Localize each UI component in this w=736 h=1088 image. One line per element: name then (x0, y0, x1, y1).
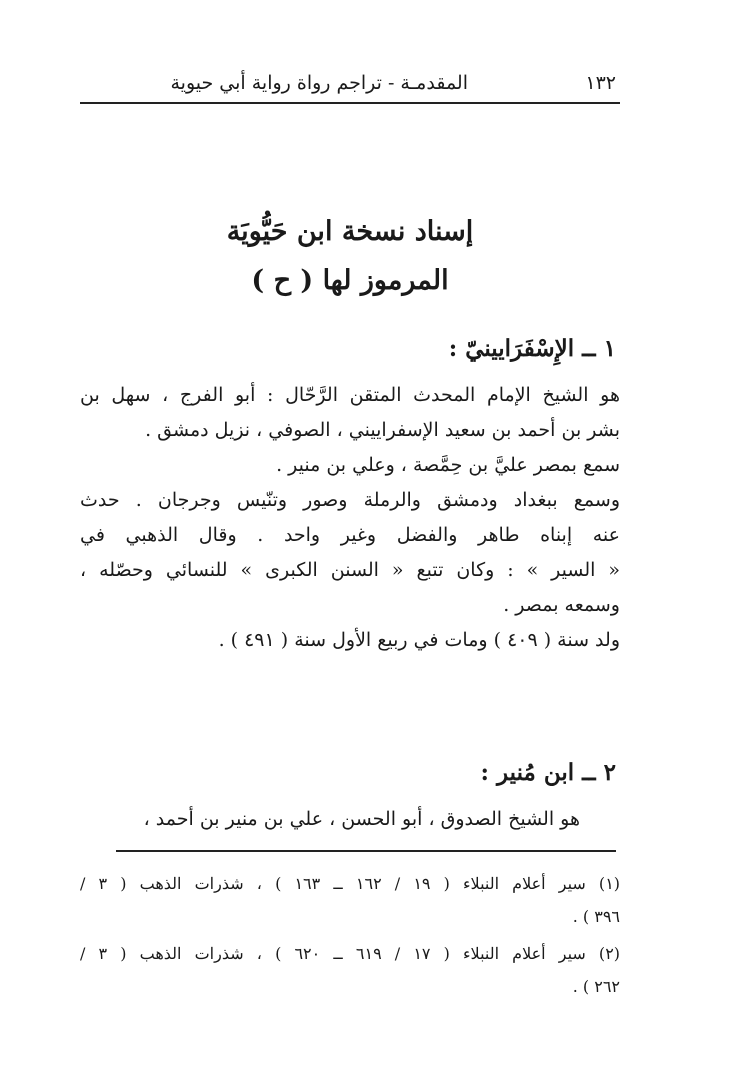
entry-body-isfarayini (80, 378, 620, 658)
section-title-line-1: إسناد نسخة ابن حَيُّويَة (226, 216, 474, 247)
page-number: ١٣٢ (585, 72, 616, 94)
body-line: هو الشيخ الإمام المحدث المتقن الرَّحّال : أبو الفرج ، سهل بن (80, 384, 620, 406)
footnote-divider (116, 850, 616, 852)
footnote-line: ٢٦٢ ) . (572, 977, 620, 996)
body-line: بشر بن أحمد بن سعيد الإسفراييني ، الصوفي ، نزيل دمشق . (145, 419, 620, 441)
entry-body-ibn-munir (80, 802, 620, 837)
body-line: سمع بمصر عليَّ بن حِمَّصة ، وعلي بن منير . (276, 454, 620, 476)
body-line: وسمع ببغداد ودمشق والرملة وصور وتنّيس وجرجان . حدث (80, 489, 620, 511)
entry-heading-isfarayini: ١ ــ الإِسْفَرَايينيّ : (448, 335, 616, 362)
section-title-line-2: المرموز لها ( ح ) (251, 265, 449, 296)
footnote-line: (١) سير أعلام النبلاء ( ١٩ / ١٦٢ ــ ١٦٣ ) ، شذرات الذهب ( ٣ / (80, 874, 621, 893)
body-line: وسمعه بمصر . (503, 594, 620, 616)
body-line: عنه إبناه طاهر والفضل وغير واحد . وقال الذهبي في (80, 524, 620, 546)
body-line: « السير » : وكان تتبع « السنن الكبرى » للنسائي وحصّله ، (80, 559, 620, 581)
footnote-1 (80, 867, 620, 933)
footnote-line: ٣٩٦ ) . (572, 907, 620, 926)
footnote-line: (٢) سير أعلام النبلاء ( ١٧ / ٦١٩ ــ ٦٢٠ ) ، شذرات الذهب ( ٣ / (80, 944, 621, 963)
section-title (80, 207, 620, 305)
running-title: المقدمـة - تراجم رواة رواية أبي حيوية (170, 72, 468, 94)
footnote-2 (80, 937, 620, 1003)
entry-heading-ibn-munir: ٢ ــ ابن مُنير : (480, 759, 616, 786)
body-line: ولد سنة ( ٤٠٩ ) ومات في ربيع الأول سنة ( ٤٩١ ) . (218, 629, 620, 651)
body-line: هو الشيخ الصدوق ، أبو الحسن ، علي بن منير بن أحمد ، (143, 808, 580, 830)
page-header (80, 62, 620, 104)
